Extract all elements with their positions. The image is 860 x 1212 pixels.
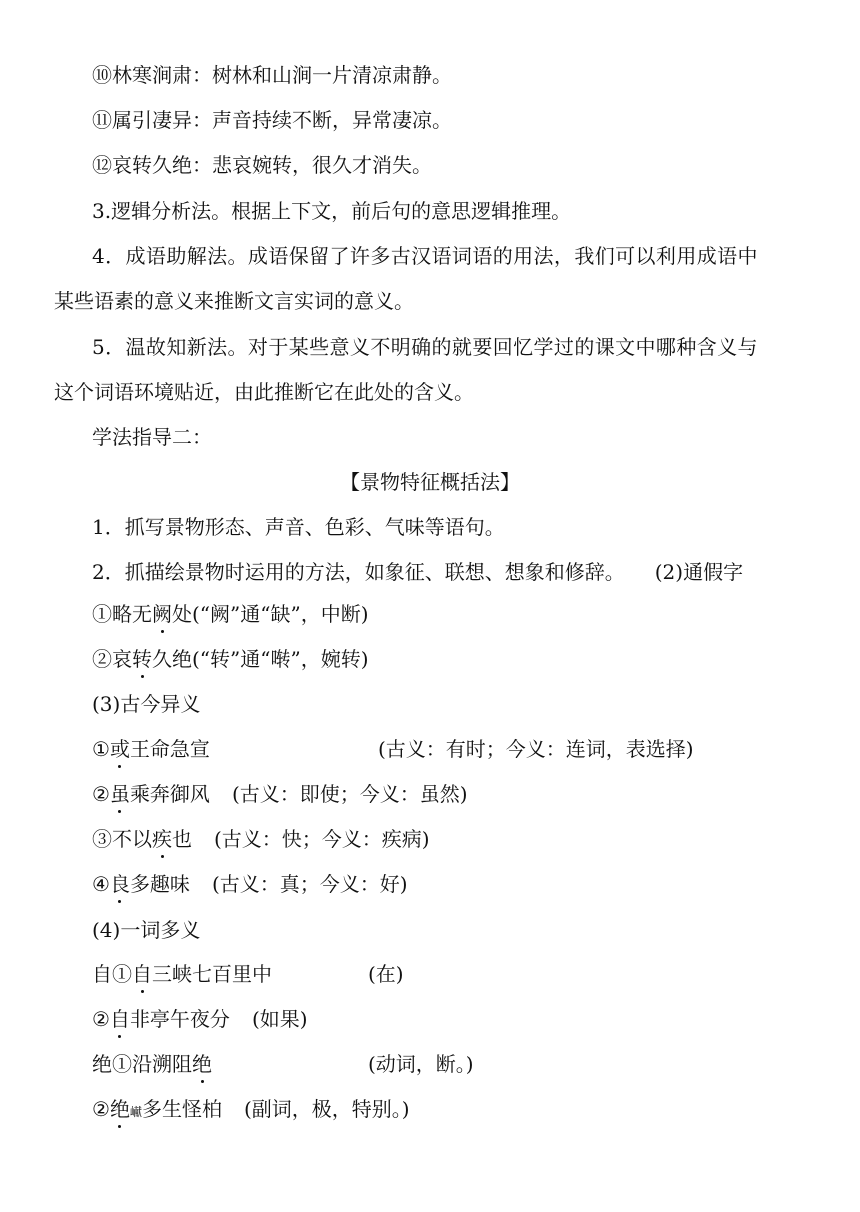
scenery-point-1: 1．抓写景物形态、声音、色彩、气味等语句。	[92, 515, 505, 539]
gujin-3-note: (古义：快；今义：疾病)	[214, 827, 430, 851]
dotted-char: 阙	[152, 602, 172, 626]
gujin-4: ④良多趣味 (古义：真；今义：好)	[92, 872, 408, 896]
gujin-2-note: (古义：即使；今义：虽然)	[231, 782, 468, 806]
duoyi-jue-2: ②绝𪩘多生怪柏 (副词，极，特别。)	[92, 1097, 410, 1121]
dotted-char: 自	[109, 1007, 130, 1031]
small-char: 𪩘	[129, 1105, 142, 1119]
duoyi-zi-1-note: (在)	[368, 962, 404, 986]
duoyi-jue-2-note: (副词，极，特别。)	[243, 1097, 410, 1121]
gujin-1-note: (古义：有时；今义：连词，表选择)	[378, 737, 694, 761]
gujin-4-note: (古义：真；今义：好)	[211, 872, 408, 896]
method-5-review-line1: 5．温故知新法。对于某些意义不明确的就要回忆学过的课文中哪种含义与	[92, 335, 758, 359]
subheading-yici-duoyi: (4)一词多义	[92, 918, 201, 942]
dotted-char: 自	[132, 962, 152, 986]
dotted-char: 转	[132, 647, 152, 671]
subheading-tongjiazi: (2)通假字	[654, 560, 744, 584]
gujin-2: ②虽乘奔御风 (古义：即使；今义：虽然)	[92, 782, 468, 806]
dotted-char: 良	[109, 872, 130, 896]
method-5-review-line2: 这个词语环境贴近，由此推断它在此处的含义。	[54, 380, 474, 404]
tongjiazi-2: ②哀转久绝(“转”通“啭”，婉转)	[92, 647, 369, 671]
dotted-char: 疾	[152, 827, 172, 851]
definition-12: ⑫哀转久绝：悲哀婉转，很久才消失。	[92, 153, 432, 177]
method-4-idiom-line2: 某些语素的意义来推断文言实词的意义。	[54, 289, 414, 313]
dotted-char: 绝	[192, 1052, 212, 1076]
duoyi-jue-1: 绝①沿溯阻绝	[92, 1052, 212, 1076]
dotted-char: 绝	[109, 1097, 130, 1121]
gujin-1: ①或王命急宣	[92, 737, 210, 761]
method-title: 【景物特征概括法】	[340, 470, 520, 494]
method-4-idiom-line1: 4．成语助解法。成语保留了许多古汉语词语的用法，我们可以利用成语中	[92, 244, 758, 268]
dotted-char: 虽	[109, 782, 130, 806]
tongjiazi-1: ①略无阙处(“阙”通“缺”，中断)	[92, 602, 369, 626]
definition-11: ⑪属引凄异：声音持续不断，异常凄凉。	[92, 108, 452, 132]
scenery-point-2: 2．抓描绘景物时运用的方法，如象征、联想、想象和修辞。	[92, 560, 625, 584]
section-heading-guide-2: 学法指导二：	[92, 425, 212, 449]
duoyi-zi-1: 自①自三峡七百里中	[92, 962, 272, 986]
duoyi-zi-2: ②自非亭午夜分 (如果)	[92, 1007, 308, 1031]
definition-10: ⑩林寒涧肃：树林和山涧一片清凉肃静。	[92, 63, 452, 87]
subheading-gujin-yiyi: (3)古今异义	[92, 692, 201, 716]
scenery-point-2-row	[92, 558, 743, 586]
method-3-logic: 3.逻辑分析法。根据上下文，前后句的意思逻辑推理。	[92, 199, 572, 223]
duoyi-zi-2-note: (如果)	[251, 1007, 308, 1031]
dotted-char: 或	[109, 737, 130, 761]
duoyi-jue-1-note: (动词，断。)	[368, 1052, 474, 1076]
gujin-3: ③不以疾也 (古义：快；今义：疾病)	[92, 827, 430, 851]
